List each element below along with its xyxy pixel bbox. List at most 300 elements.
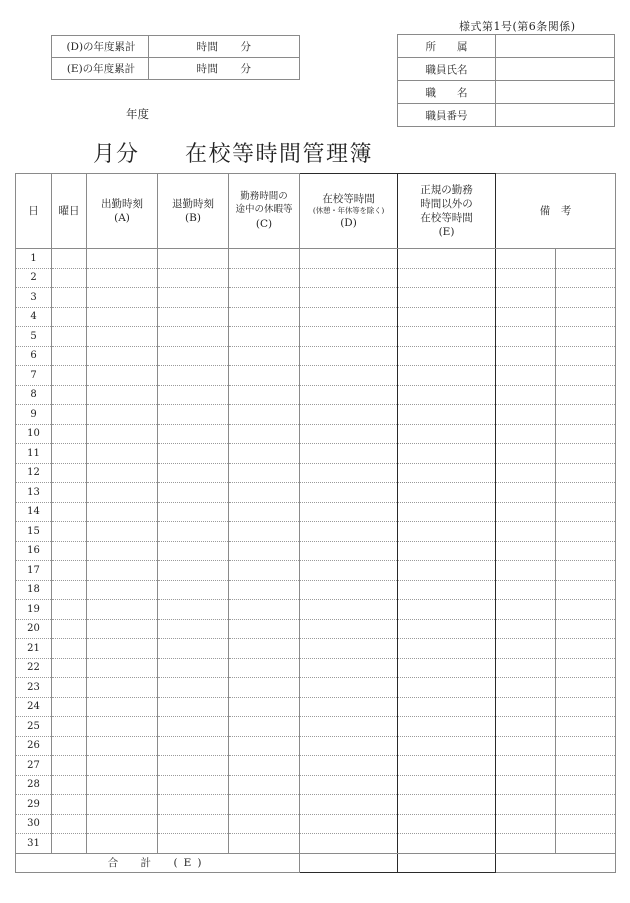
- staff-number-field[interactable]: [496, 104, 615, 127]
- start-time-cell[interactable]: [87, 424, 158, 444]
- overtime-cell[interactable]: [398, 814, 496, 834]
- overtime-cell[interactable]: [398, 658, 496, 678]
- start-time-cell[interactable]: [87, 366, 158, 386]
- remarks-cell-2[interactable]: [556, 268, 616, 288]
- remarks-cell-1[interactable]: [496, 619, 556, 639]
- minutes-unit: 分: [240, 63, 252, 75]
- leave-cell[interactable]: [229, 600, 300, 620]
- start-time-cell[interactable]: [87, 834, 158, 854]
- start-time-cell[interactable]: [87, 405, 158, 425]
- onsite-time-cell[interactable]: [300, 249, 398, 269]
- start-time-cell[interactable]: [87, 327, 158, 347]
- end-time-cell[interactable]: [158, 483, 229, 503]
- overtime-cell[interactable]: [398, 385, 496, 405]
- onsite-time-cell[interactable]: [300, 288, 398, 308]
- onsite-time-cell[interactable]: [300, 502, 398, 522]
- remarks-cell-2[interactable]: [556, 795, 616, 815]
- header-e-line3: 在校等時間: [420, 212, 473, 224]
- weekday-cell[interactable]: [52, 424, 87, 444]
- header-overtime: [398, 174, 496, 249]
- weekday-cell[interactable]: [52, 639, 87, 659]
- onsite-time-cell[interactable]: [300, 697, 398, 717]
- day-number: 4: [16, 307, 52, 327]
- table-row: [16, 736, 616, 756]
- weekday-cell[interactable]: [52, 561, 87, 581]
- overtime-cell[interactable]: [398, 756, 496, 776]
- weekday-cell[interactable]: [52, 658, 87, 678]
- leave-cell[interactable]: [229, 697, 300, 717]
- remarks-cell-2[interactable]: [556, 736, 616, 756]
- end-time-cell[interactable]: [158, 502, 229, 522]
- onsite-time-cell[interactable]: [300, 522, 398, 542]
- end-time-cell[interactable]: [158, 600, 229, 620]
- remarks-cell-1[interactable]: [496, 502, 556, 522]
- affiliation-field[interactable]: [496, 35, 615, 58]
- weekday-cell[interactable]: [52, 444, 87, 464]
- weekday-cell[interactable]: [52, 483, 87, 503]
- weekday-cell[interactable]: [52, 288, 87, 308]
- remarks-cell-2[interactable]: [556, 697, 616, 717]
- start-time-cell[interactable]: [87, 444, 158, 464]
- start-time-cell[interactable]: [87, 736, 158, 756]
- remarks-cell-2[interactable]: [556, 463, 616, 483]
- day-number: 9: [16, 405, 52, 425]
- leave-cell[interactable]: [229, 658, 300, 678]
- leave-cell[interactable]: [229, 619, 300, 639]
- total-overtime-cell[interactable]: [398, 853, 496, 872]
- remarks-cell-2[interactable]: [556, 756, 616, 776]
- end-time-cell[interactable]: [158, 619, 229, 639]
- remarks-cell-2[interactable]: [556, 834, 616, 854]
- overtime-cell[interactable]: [398, 483, 496, 503]
- hours-unit: 時間: [196, 41, 219, 53]
- weekday-cell[interactable]: [52, 541, 87, 561]
- table-row: [16, 327, 616, 347]
- remarks-cell-1[interactable]: [496, 639, 556, 659]
- weekday-cell[interactable]: [52, 385, 87, 405]
- leave-cell[interactable]: [229, 580, 300, 600]
- leave-cell[interactable]: [229, 834, 300, 854]
- remarks-cell-1[interactable]: [496, 346, 556, 366]
- remarks-cell-1[interactable]: [496, 424, 556, 444]
- overtime-cell[interactable]: [398, 639, 496, 659]
- onsite-time-cell[interactable]: [300, 639, 398, 659]
- remarks-cell-1[interactable]: [496, 775, 556, 795]
- weekday-cell[interactable]: [52, 307, 87, 327]
- overtime-cell[interactable]: [398, 619, 496, 639]
- day-number: 16: [16, 541, 52, 561]
- header-b-line2: (B): [185, 212, 201, 224]
- onsite-time-cell[interactable]: [300, 444, 398, 464]
- start-time-cell[interactable]: [87, 658, 158, 678]
- remarks-cell-2[interactable]: [556, 814, 616, 834]
- table-row: [16, 619, 616, 639]
- header-c-line3: (C): [255, 217, 273, 230]
- leave-cell[interactable]: [229, 463, 300, 483]
- header-a-line1: 出勤時刻: [101, 197, 143, 210]
- minutes-unit: 分: [240, 41, 252, 53]
- remarks-cell-1[interactable]: [496, 268, 556, 288]
- start-time-cell[interactable]: [87, 522, 158, 542]
- remarks-cell-2[interactable]: [556, 385, 616, 405]
- start-time-cell[interactable]: [87, 502, 158, 522]
- overtime-cell[interactable]: [398, 288, 496, 308]
- onsite-time-cell[interactable]: [300, 405, 398, 425]
- start-time-cell[interactable]: [87, 600, 158, 620]
- remarks-cell-2[interactable]: [556, 678, 616, 698]
- total-row: [16, 853, 616, 872]
- table-row: [16, 288, 616, 308]
- weekday-cell[interactable]: [52, 249, 87, 269]
- end-time-cell[interactable]: [158, 775, 229, 795]
- onsite-time-cell[interactable]: [300, 424, 398, 444]
- leave-cell[interactable]: [229, 522, 300, 542]
- leave-cell[interactable]: [229, 385, 300, 405]
- start-time-cell[interactable]: [87, 307, 158, 327]
- onsite-time-cell[interactable]: [300, 385, 398, 405]
- overtime-cell[interactable]: [398, 541, 496, 561]
- remarks-cell-2[interactable]: [556, 775, 616, 795]
- onsite-time-cell[interactable]: [300, 814, 398, 834]
- start-time-cell[interactable]: [87, 678, 158, 698]
- overtime-cell[interactable]: [398, 600, 496, 620]
- end-time-cell[interactable]: [158, 814, 229, 834]
- weekday-cell[interactable]: [52, 346, 87, 366]
- remarks-cell-2[interactable]: [556, 600, 616, 620]
- overtime-cell[interactable]: [398, 678, 496, 698]
- header-e-line4: (E): [438, 226, 455, 239]
- weekday-cell[interactable]: [52, 736, 87, 756]
- title-text: 在校等時間管理簿: [185, 142, 374, 167]
- day-number: 8: [16, 385, 52, 405]
- remarks-cell-1[interactable]: [496, 463, 556, 483]
- staff-row-name: [398, 58, 615, 81]
- weekday-cell[interactable]: [52, 814, 87, 834]
- end-time-cell[interactable]: [158, 756, 229, 776]
- hours-unit: 時間: [196, 63, 219, 75]
- start-time-cell[interactable]: [87, 619, 158, 639]
- end-time-cell[interactable]: [158, 795, 229, 815]
- overtime-cell[interactable]: [398, 561, 496, 581]
- table-row: [16, 580, 616, 600]
- weekday-cell[interactable]: [52, 775, 87, 795]
- remarks-cell-1[interactable]: [496, 678, 556, 698]
- end-time-cell[interactable]: [158, 268, 229, 288]
- header-onsite-time: [300, 174, 398, 249]
- onsite-time-cell[interactable]: [300, 678, 398, 698]
- end-time-cell[interactable]: [158, 307, 229, 327]
- leave-cell[interactable]: [229, 814, 300, 834]
- start-time-cell[interactable]: [87, 775, 158, 795]
- overtime-cell[interactable]: [398, 834, 496, 854]
- onsite-time-cell[interactable]: [300, 307, 398, 327]
- total-onsite-cell[interactable]: [300, 853, 398, 872]
- remarks-cell-1[interactable]: [496, 717, 556, 737]
- remarks-cell-2[interactable]: [556, 580, 616, 600]
- leave-cell[interactable]: [229, 366, 300, 386]
- remarks-cell-1[interactable]: [496, 444, 556, 464]
- cumulative-d-label: (D)の年度累計: [52, 36, 149, 58]
- onsite-time-cell[interactable]: [300, 327, 398, 347]
- remarks-cell-1[interactable]: [496, 658, 556, 678]
- leave-cell[interactable]: [229, 795, 300, 815]
- weekday-cell[interactable]: [52, 619, 87, 639]
- end-time-cell[interactable]: [158, 444, 229, 464]
- end-time-cell[interactable]: [158, 346, 229, 366]
- leave-cell[interactable]: [229, 307, 300, 327]
- start-time-cell[interactable]: [87, 541, 158, 561]
- weekday-cell[interactable]: [52, 366, 87, 386]
- header-leave: [229, 174, 300, 249]
- remarks-cell-2[interactable]: [556, 483, 616, 503]
- weekday-cell[interactable]: [52, 834, 87, 854]
- remarks-cell-1[interactable]: [496, 697, 556, 717]
- weekday-cell[interactable]: [52, 756, 87, 776]
- overtime-cell[interactable]: [398, 795, 496, 815]
- leave-cell[interactable]: [229, 561, 300, 581]
- remarks-cell-1[interactable]: [496, 736, 556, 756]
- remarks-cell-2[interactable]: [556, 405, 616, 425]
- start-time-cell[interactable]: [87, 268, 158, 288]
- onsite-time-cell[interactable]: [300, 268, 398, 288]
- start-time-cell[interactable]: [87, 385, 158, 405]
- header-e-line2: 時間以外の: [420, 197, 473, 210]
- staff-name-field[interactable]: [496, 58, 615, 81]
- start-time-cell[interactable]: [87, 795, 158, 815]
- month-label: 月分: [93, 142, 140, 167]
- remarks-cell-2[interactable]: [556, 346, 616, 366]
- onsite-time-cell[interactable]: [300, 483, 398, 503]
- overtime-cell[interactable]: [398, 327, 496, 347]
- weekday-cell[interactable]: [52, 600, 87, 620]
- remarks-cell-2[interactable]: [556, 444, 616, 464]
- day-number: 29: [16, 795, 52, 815]
- end-time-cell[interactable]: [158, 288, 229, 308]
- overtime-cell[interactable]: [398, 522, 496, 542]
- remarks-cell-2[interactable]: [556, 307, 616, 327]
- remarks-cell-2[interactable]: [556, 561, 616, 581]
- end-time-cell[interactable]: [158, 463, 229, 483]
- remarks-cell-2[interactable]: [556, 249, 616, 269]
- remarks-cell-1[interactable]: [496, 756, 556, 776]
- weekday-cell[interactable]: [52, 522, 87, 542]
- remarks-cell-1[interactable]: [496, 580, 556, 600]
- leave-cell[interactable]: [229, 288, 300, 308]
- onsite-time-cell[interactable]: [300, 580, 398, 600]
- end-time-cell[interactable]: [158, 522, 229, 542]
- overtime-cell[interactable]: [398, 268, 496, 288]
- onsite-time-cell[interactable]: [300, 658, 398, 678]
- onsite-time-cell[interactable]: [300, 366, 398, 386]
- weekday-cell[interactable]: [52, 717, 87, 737]
- remarks-cell-1[interactable]: [496, 307, 556, 327]
- end-time-cell[interactable]: [158, 697, 229, 717]
- onsite-time-cell[interactable]: [300, 619, 398, 639]
- cumulative-e-value[interactable]: [149, 58, 300, 80]
- weekday-cell[interactable]: [52, 502, 87, 522]
- leave-cell[interactable]: [229, 775, 300, 795]
- remarks-cell-1[interactable]: [496, 522, 556, 542]
- onsite-time-cell[interactable]: [300, 717, 398, 737]
- remarks-cell-2[interactable]: [556, 522, 616, 542]
- weekday-cell[interactable]: [52, 463, 87, 483]
- overtime-cell[interactable]: [398, 346, 496, 366]
- end-time-cell[interactable]: [158, 561, 229, 581]
- remarks-cell-1[interactable]: [496, 600, 556, 620]
- overtime-cell[interactable]: [398, 424, 496, 444]
- remarks-cell-2[interactable]: [556, 619, 616, 639]
- start-time-cell[interactable]: [87, 639, 158, 659]
- onsite-time-cell[interactable]: [300, 834, 398, 854]
- leave-cell[interactable]: [229, 268, 300, 288]
- leave-cell[interactable]: [229, 249, 300, 269]
- leave-cell[interactable]: [229, 678, 300, 698]
- staff-row-number: [398, 104, 615, 127]
- overtime-cell[interactable]: [398, 697, 496, 717]
- overtime-cell[interactable]: [398, 717, 496, 737]
- leave-cell[interactable]: [229, 756, 300, 776]
- end-time-cell[interactable]: [158, 249, 229, 269]
- end-time-cell[interactable]: [158, 580, 229, 600]
- staff-row-affiliation: [398, 35, 615, 58]
- weekday-cell[interactable]: [52, 678, 87, 698]
- total-label: 合 計 (E): [16, 853, 300, 872]
- header-row: [16, 174, 616, 249]
- remarks-cell-2[interactable]: [556, 639, 616, 659]
- cumulative-row-d: [52, 36, 300, 58]
- remarks-cell-1[interactable]: [496, 483, 556, 503]
- table-row: [16, 522, 616, 542]
- day-number: 19: [16, 600, 52, 620]
- leave-cell[interactable]: [229, 541, 300, 561]
- weekday-cell[interactable]: [52, 795, 87, 815]
- onsite-time-cell[interactable]: [300, 463, 398, 483]
- start-time-cell[interactable]: [87, 814, 158, 834]
- remarks-cell-2[interactable]: [556, 366, 616, 386]
- start-time-cell[interactable]: [87, 580, 158, 600]
- start-time-cell[interactable]: [87, 717, 158, 737]
- overtime-cell[interactable]: [398, 580, 496, 600]
- header-remarks: 備 考: [496, 174, 616, 249]
- remarks-cell-1[interactable]: [496, 405, 556, 425]
- end-time-cell[interactable]: [158, 385, 229, 405]
- onsite-time-cell[interactable]: [300, 600, 398, 620]
- cumulative-d-value[interactable]: [149, 36, 300, 58]
- start-time-cell[interactable]: [87, 697, 158, 717]
- weekday-cell[interactable]: [52, 268, 87, 288]
- remarks-cell-1[interactable]: [496, 795, 556, 815]
- onsite-time-cell[interactable]: [300, 346, 398, 366]
- overtime-cell[interactable]: [398, 463, 496, 483]
- remarks-cell-1[interactable]: [496, 541, 556, 561]
- start-time-cell[interactable]: [87, 249, 158, 269]
- overtime-cell[interactable]: [398, 307, 496, 327]
- leave-cell[interactable]: [229, 736, 300, 756]
- overtime-cell[interactable]: [398, 444, 496, 464]
- overtime-cell[interactable]: [398, 502, 496, 522]
- remarks-cell-1[interactable]: [496, 834, 556, 854]
- end-time-cell[interactable]: [158, 366, 229, 386]
- end-time-cell[interactable]: [158, 639, 229, 659]
- leave-cell[interactable]: [229, 502, 300, 522]
- staff-number-label: 職員番号: [398, 104, 496, 127]
- end-time-cell[interactable]: [158, 541, 229, 561]
- overtime-cell[interactable]: [398, 405, 496, 425]
- weekday-cell[interactable]: [52, 405, 87, 425]
- table-row: [16, 775, 616, 795]
- header-weekday: 曜日: [52, 174, 87, 249]
- remarks-cell-2[interactable]: [556, 541, 616, 561]
- overtime-cell[interactable]: [398, 366, 496, 386]
- weekday-cell[interactable]: [52, 580, 87, 600]
- end-time-cell[interactable]: [158, 424, 229, 444]
- leave-cell[interactable]: [229, 444, 300, 464]
- remarks-cell-1[interactable]: [496, 249, 556, 269]
- leave-cell[interactable]: [229, 424, 300, 444]
- end-time-cell[interactable]: [158, 834, 229, 854]
- remarks-cell-2[interactable]: [556, 658, 616, 678]
- start-time-cell[interactable]: [87, 756, 158, 776]
- weekday-cell[interactable]: [52, 697, 87, 717]
- onsite-time-cell[interactable]: [300, 736, 398, 756]
- day-number: 7: [16, 366, 52, 386]
- end-time-cell[interactable]: [158, 658, 229, 678]
- table-row: [16, 834, 616, 854]
- onsite-time-cell[interactable]: [300, 756, 398, 776]
- start-time-cell[interactable]: [87, 346, 158, 366]
- onsite-time-cell[interactable]: [300, 795, 398, 815]
- overtime-cell[interactable]: [398, 775, 496, 795]
- remarks-cell-1[interactable]: [496, 327, 556, 347]
- leave-cell[interactable]: [229, 717, 300, 737]
- leave-cell[interactable]: [229, 405, 300, 425]
- onsite-time-cell[interactable]: [300, 561, 398, 581]
- remarks-cell-2[interactable]: [556, 717, 616, 737]
- end-time-cell[interactable]: [158, 678, 229, 698]
- end-time-cell[interactable]: [158, 717, 229, 737]
- remarks-cell-1[interactable]: [496, 366, 556, 386]
- end-time-cell[interactable]: [158, 736, 229, 756]
- end-time-cell[interactable]: [158, 327, 229, 347]
- leave-cell[interactable]: [229, 639, 300, 659]
- leave-cell[interactable]: [229, 327, 300, 347]
- day-number: 27: [16, 756, 52, 776]
- overtime-cell[interactable]: [398, 736, 496, 756]
- end-time-cell[interactable]: [158, 405, 229, 425]
- leave-cell[interactable]: [229, 346, 300, 366]
- remarks-cell-2[interactable]: [556, 327, 616, 347]
- onsite-time-cell[interactable]: [300, 541, 398, 561]
- weekday-cell[interactable]: [52, 327, 87, 347]
- position-field[interactable]: [496, 81, 615, 104]
- remarks-cell-1[interactable]: [496, 385, 556, 405]
- onsite-time-cell[interactable]: [300, 775, 398, 795]
- start-time-cell[interactable]: [87, 561, 158, 581]
- remarks-cell-2[interactable]: [556, 288, 616, 308]
- table-row: [16, 639, 616, 659]
- header-d-line3: (D): [340, 217, 357, 230]
- remarks-cell-1[interactable]: [496, 814, 556, 834]
- remarks-cell-1[interactable]: [496, 561, 556, 581]
- remarks-cell-1[interactable]: [496, 288, 556, 308]
- leave-cell[interactable]: [229, 483, 300, 503]
- start-time-cell[interactable]: [87, 483, 158, 503]
- remarks-cell-2[interactable]: [556, 502, 616, 522]
- overtime-cell[interactable]: [398, 249, 496, 269]
- remarks-cell-2[interactable]: [556, 424, 616, 444]
- start-time-cell[interactable]: [87, 288, 158, 308]
- start-time-cell[interactable]: [87, 463, 158, 483]
